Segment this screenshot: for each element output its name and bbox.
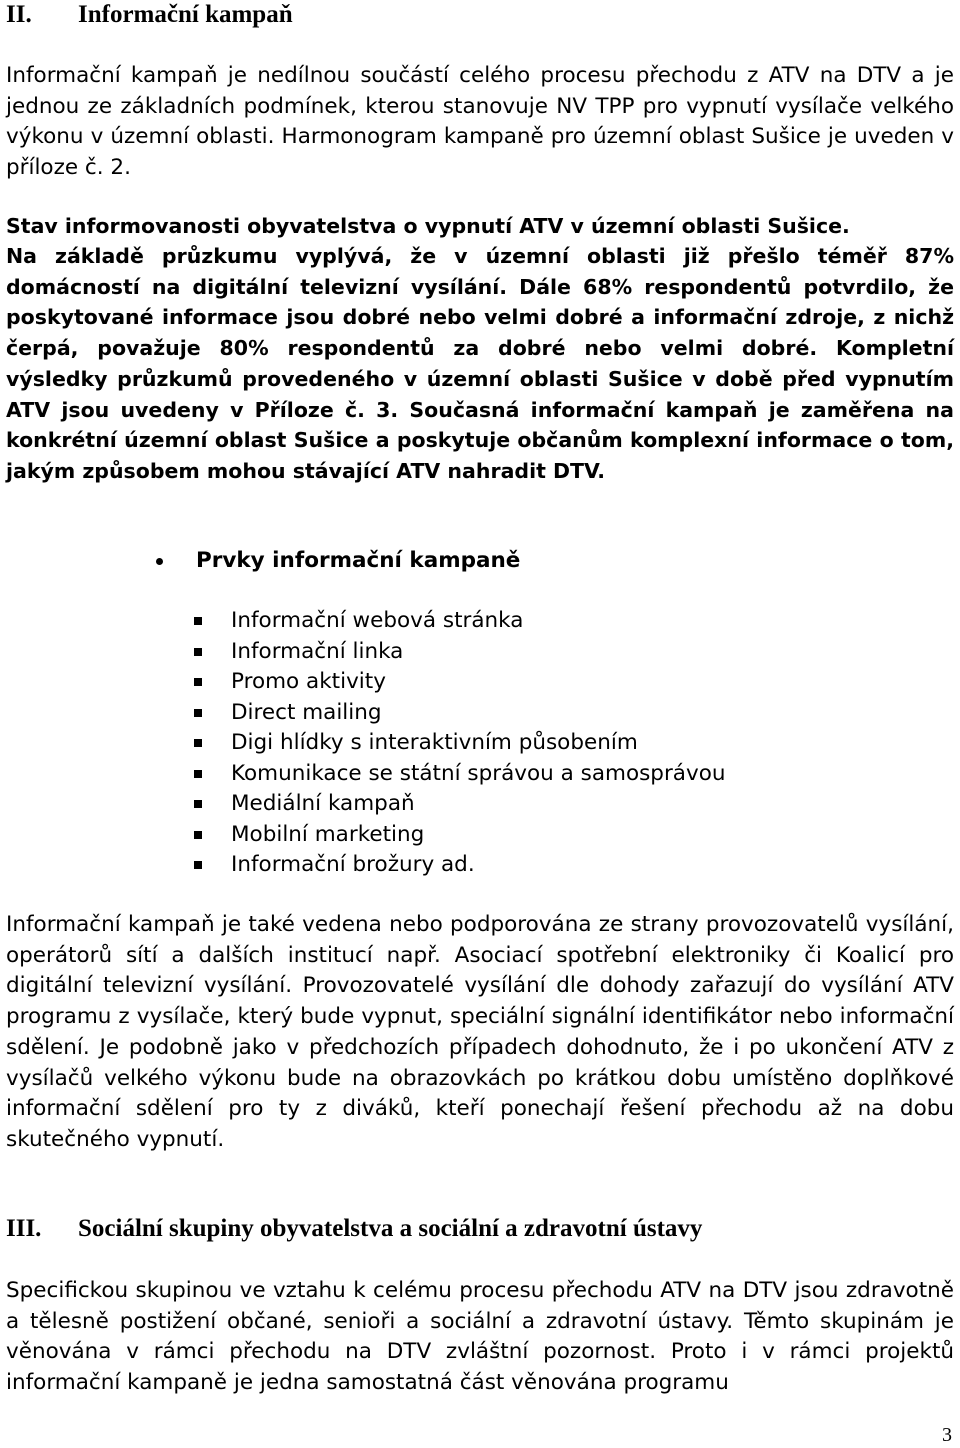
square-bullet-icon xyxy=(194,709,202,717)
square-bullet-icon xyxy=(194,617,202,625)
intro-paragraph: Informační kampaň je nedílnou součástí celého procesu přechodu z ATV na DTV a je jednou ze základních podmínek, kterou stanovuje NV TPP pro vypnutí vysílače velkého výkonu v územní oblasti. Harmonogram kampaně pro územní oblast Sušice je uveden v příloze č. 2. xyxy=(6,63,954,181)
section-number: III. xyxy=(6,1215,42,1242)
elements-title: Prvky informační kampaně xyxy=(196,548,521,573)
square-bullet-icon xyxy=(194,770,202,778)
square-bullet-icon xyxy=(194,648,202,656)
square-bullet-icon xyxy=(194,678,202,686)
square-bullet-icon xyxy=(194,861,202,869)
square-bullet-icon xyxy=(194,800,202,808)
bullet-dot-icon xyxy=(156,558,163,565)
section3-paragraph: Specifickou skupinou ve vztahu k celému procesu přechodu ATV na DTV jsou zdravotně a tělesně postižení občané, senioři a sociální a zdravotní ústavy. Těmto skupinám je věnována v rámci přechodu na DTV zvláštní pozornost. Proto i v rámci projektů informační kampaně je jedna samostatná část věnována programu xyxy=(6,1278,954,1396)
section-title: Informační kampaň xyxy=(78,1,293,28)
status-paragraph: Na základě průzkumu vyplývá, že v územní oblasti již přešlo téměř 87% domácností na digitální televizní vysílání. Dále 68% respondentů potvrdilo, že poskytované informace jsou dobré nebo velmi dobré a informační zdroje, z nichž čerpá, považuje 80% respondentů za dobré nebo velmi dobré. Kompletní výsledky průzkumů provedeného v územní oblasti Sušice v době před vypnutím ATV jsou uvedeny v Příloze č. 3. Současná informační kampaň je zaměřena na konkrétní územní oblast Sušice a poskytuje občanům komplexní informace o tom, jakým způsobem mohou stávající ATV nahradit DTV. xyxy=(6,244,954,483)
support-paragraph: Informační kampaň je také vedena nebo podporována ze strany provozovatelů vysílání, operátorů sítí a dalších institucí např. Asociací spotřební elektroniky či Koalicí pro digitální televizní vysílání. Provozovatelé vysílání dle dohody zařazují do vysílání ATV programu z vysílače, který bude vypnut, speciální signální identifikátor nebo informační sdělení. Je podobně jako v předchozích případech dohodnuto, že i po ukončení ATV z vysílačů velkého výkonu bude na obrazovkách po krátkou dobu umístěno doplňkové informační sdělení pro ty z diváků, kteří ponechají řešení přechodu až na dobu skutečného vypnutí. xyxy=(6,912,954,1152)
section-title: Sociální skupiny obyvatelstva a sociální a zdravotní ústavy xyxy=(78,1215,703,1242)
square-bullet-icon xyxy=(194,739,202,747)
status-heading: Stav informovanosti obyvatelstva o vypnutí ATV v územní oblasti Sušice. xyxy=(6,214,850,238)
page-number: 3 xyxy=(942,1424,952,1446)
section-heading-3 xyxy=(6,1214,702,1244)
square-bullet-icon xyxy=(194,831,202,839)
section-number: II. xyxy=(6,1,32,28)
section-heading-2 xyxy=(6,0,293,30)
